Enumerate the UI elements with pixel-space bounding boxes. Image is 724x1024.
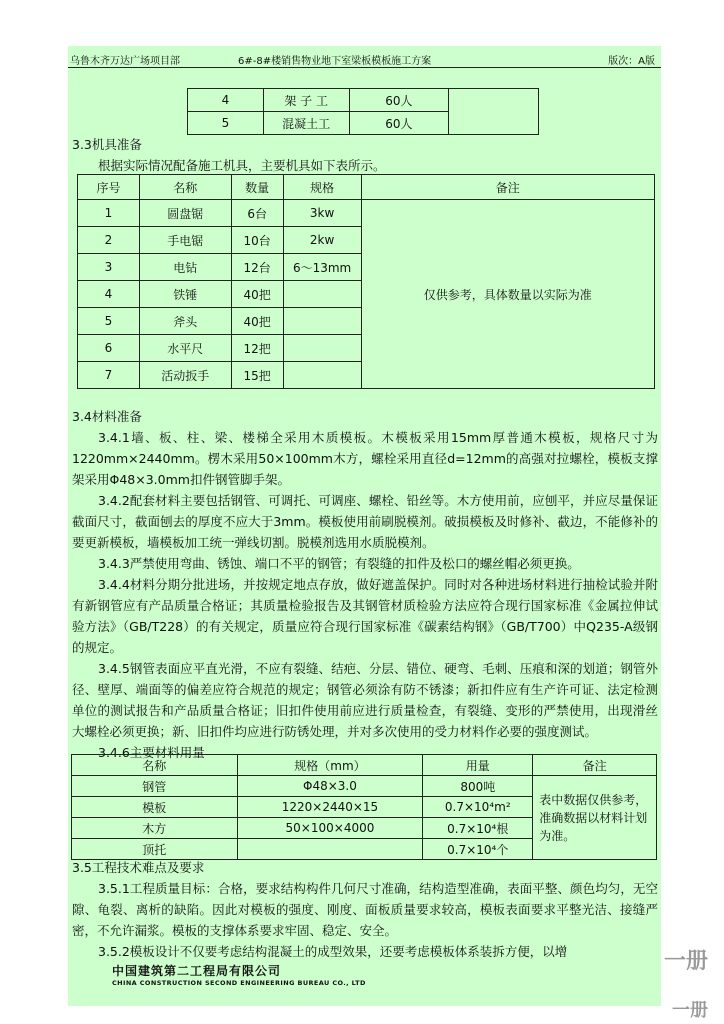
table-row: 4 铁锤 40把 [78,281,655,308]
table-row: 模板 1220×2440×15 0.7×10⁴m² [72,797,657,818]
tools-remark: 仅供参考，具体数量以实际为准 [361,200,654,389]
footer-company-en: CHINA CONSTRUCTION SECOND ENGINEERING BUREAU CO., LTD [112,979,366,987]
section-3-4-text [72,406,658,763]
table-row: 1 圆盘锯 6台 3kw 仅供参考，具体数量以实际为准 [78,200,655,227]
table-header-row: 序号 名称 数量 规格 备注 [78,175,655,200]
footer-company-cn: 中国建筑第二工程局有限公司 [112,964,282,978]
decorative-mark: 一册 [672,1000,708,1021]
paragraph: 3.4.2配套材料主要包括钢管、可调托、可调座、螺栓、铅丝等。木方使用前，应刨平，并应尽量保证截面尺寸，截面刨去的厚度不应大于3mm。模板使用前刷脱模剂。破损模板及时修补、截边，不能修补的要更新模板，墙模板加工统一弹线切割。脱模剂选用水质脱模剂。 [72,493,658,550]
section-3-3-text [72,134,658,176]
header-left: 乌鲁木齐万达广场项目部 [70,56,180,67]
table-row: 7 活动扳手 15把 [78,362,655,389]
table-row: 4 架 子 工 60人 [188,89,539,112]
paragraph: 3.4.5钢管表面应平直光滑，不应有裂缝、结疤、分层、错位、硬弯、毛刺、压痕和深的划道；钢管外径、壁厚、端面等的偏差应符合规范的规定；钢管必须涂有防不锈漆；新扣件应有生产许可证、法定检测单位的测试报告和产品质量合格证；旧扣件使用前应进行质量检查，有裂缝、变形的严禁使用，出现滑丝大螺栓必须更换；新、旧扣件均应进行防锈处理，并对多次使用的受力材料作必要的强度测试。 [72,661,658,739]
paragraph: 3.4.4材料分期分批进场，并按规定地点存放，做好遮盖保护。同时对各种进场材料进行抽检试验并附有新钢管应有产品质量合格证；其质量检验报告及其钢管材质检验方法应符合现行国家标准《金属拉伸试验方法》（GB/T228）的有关规定，质量应符合现行国家标准《碳素结构钢》（GB/T700）中Q235-A级钢的规定。 [72,577,658,655]
paragraph: 3.4.6主要材料用量 [98,745,205,760]
table-row: 3 电钻 12台 6～13mm [78,254,655,281]
table-row: 顶托 0.7×10⁴个 [72,839,657,860]
labor-table [187,88,539,135]
table-row: 木方 50×100×4000 0.7×10⁴根 [72,818,657,839]
paragraph: 3.4.3严禁使用弯曲、锈蚀、端口不平的钢管；有裂缝的扣件及松口的螺丝帽必须更换。 [98,556,580,571]
page-header [68,52,661,68]
header-divider [68,67,661,68]
table-row: 钢管 Φ48×3.0 800吨 表中数据仅供参考，准确数据以材料计划为准。 [72,776,657,797]
header-center: 6#-8#楼销售物业地下室梁板模板施工方案 [238,56,432,67]
section-title: 3.3机具准备 [72,137,142,152]
materials-table [71,754,657,860]
header-right: 版次：A版 [608,56,655,67]
table-header-row: 名称 规格（mm） 用量 备注 [72,755,657,776]
paragraph: 3.5.2模板设计不仅要考虑结构混凝土的成型效果，还要考虑模板体系装拆方便，以增 [98,944,568,959]
table-row: 5 混凝土工 60人 [188,112,539,135]
section-intro: 根据实际情况配备施工机具，主要机具如下表所示。 [98,158,386,173]
table-row: 2 手电锯 10台 2kw [78,227,655,254]
paragraph: 3.5.1工程质量目标：合格，要求结构构件几何尺寸准确，结构造型准确，表面平整、颜色均匀，无空隙、龟裂、离析的缺陷。因此对模板的强度、刚度、面板质量要求较高，模板表面要求平整光洁、接缝严密，不允许漏浆。模板的支撑体系要求牢固、稳定、安全。 [72,881,658,938]
materials-remark: 表中数据仅供参考，准确数据以材料计划为准。 [533,776,657,860]
section-3-5-text [72,857,658,962]
paragraph: 3.4.1墙、板、柱、梁、楼梯全采用木质模板。木模板采用15mm厚普通木模板，规格尺寸为1220mm×2440mm。楞木采用50×100mm木方，螺栓采用直径d=12mm的高强对拉螺栓，模板支撑架采用Φ48×3.0mm扣件钢管脚手架。 [72,430,658,487]
table-row: 6 水平尺 12把 [78,335,655,362]
section-title: 3.4材料准备 [72,409,142,424]
decorative-mark: 一册 [664,949,709,974]
section-title: 3.5工程技术难点及要求 [72,860,205,875]
tools-table [77,174,655,389]
table-row: 5 斧头 40把 [78,308,655,335]
